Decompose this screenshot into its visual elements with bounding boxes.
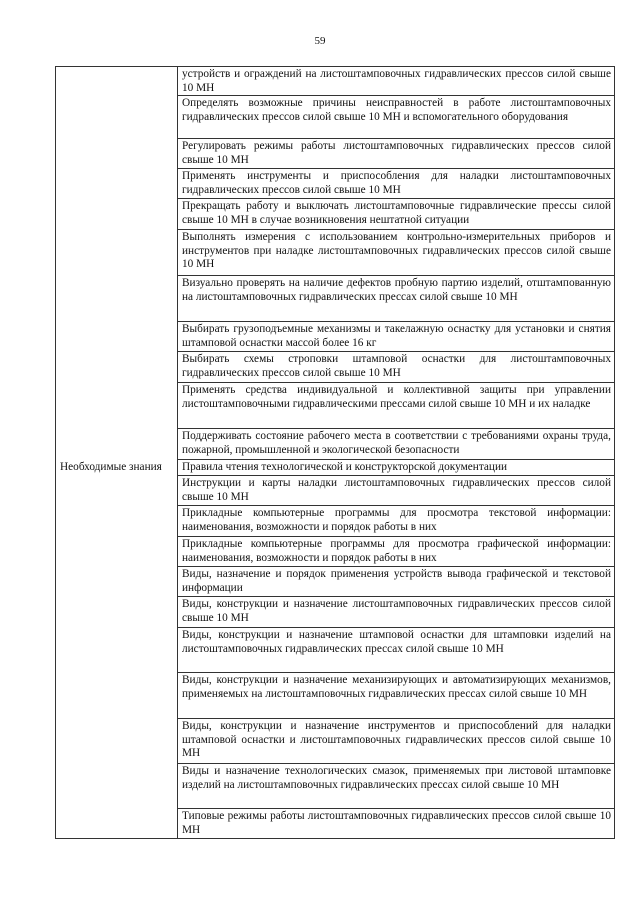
- table-row: Прикладные компьютерные программы для просмотра текстовой информации: наименования, возможности и порядок работы в них: [177, 506, 614, 537]
- table-row: Прекращать работу и выключать листоштамповочные гидравлические прессы силой свыше 10 МН в случае возникновения нештатной ситуации: [177, 199, 614, 230]
- table-row: Выбирать грузоподъемные механизмы и такелажную оснастку для установки и снятия штамповой оснастки массой более 16 кг: [177, 322, 614, 352]
- table-row: устройств и ограждений на листоштамповочных гидравлических прессов силой свыше 10 МН: [177, 67, 614, 96]
- table-row: Выполнять измерения с использованием контрольно-измерительных приборов и инструментов при наладке листоштамповочных гидравлических прессов силой свыше 10 МН: [177, 230, 614, 276]
- table-row: Прикладные компьютерные программы для просмотра графической информации: наименования, возможности и порядок работы в них: [177, 537, 614, 567]
- page-number: 59: [314, 35, 326, 47]
- table-row: Виды, конструкции и назначение штамповой оснастки для штамповки изделий на листоштамповочных гидравлических прессах силой свыше 10 МН: [177, 628, 614, 673]
- section-label-knowledge: Необходимые знания: [60, 461, 162, 473]
- table-row: Применять инструменты и приспособления для наладки листоштамповочных гидравлических прессов силой свыше 10 МН: [177, 169, 614, 199]
- table-row: Виды, конструкции и назначение инструментов и приспособлений для наладки штамповой оснастки и листоштамповочных гидравлических прессов силой свыше 10 МН: [177, 719, 614, 764]
- table-row: Применять средства индивидуальной и коллективной защиты при управлении листоштамповочными гидравлическими прессами силой свыше 10 МН и их наладке: [177, 383, 614, 429]
- table-row: Определять возможные причины неисправностей в работе листоштамповочных гидравлических прессов силой свыше 10 МН и вспомогательного оборудования: [177, 96, 614, 139]
- table-row: Виды, назначение и порядок применения устройств вывода графической и текстовой информации: [177, 567, 614, 597]
- skills-table: [55, 66, 615, 839]
- table-row: Инструкции и карты наладки листоштамповочных гидравлических прессов силой свыше 10 МН: [177, 476, 614, 506]
- table-row: Типовые режимы работы листоштамповочных гидравлических прессов силой свыше 10 МН: [182, 810, 611, 836]
- table-row: Поддерживать состояние рабочего места в соответствии с требованиями охраны труда, пожарной, промышленной и экологической безопасности: [177, 429, 614, 460]
- table-row: Регулировать режимы работы листоштамповочных гидравлических прессов силой свыше 10 МН: [177, 139, 614, 169]
- table-row: Выбирать схемы строповки штамповой оснастки для листоштамповочных гидравлических прессов силой свыше 10 МН: [177, 352, 614, 383]
- table-row: Виды, конструкции и назначение механизирующих и автоматизирующих механизмов, применяемых на листоштамповочных гидравлических прессах силой свыше 10 МН: [177, 673, 614, 719]
- table-row: Правила чтения технологической и конструкторской документации: [177, 460, 614, 476]
- table-row: Визуально проверять на наличие дефектов пробную партию изделий, отштампованную на листоштамповочных гидравлических прессах силой свыше 10 МН: [177, 276, 614, 322]
- table-row: Виды и назначение технологических смазок, применяемых при листовой штамповке изделий на листоштамповочных гидравлических прессах силой свыше 10 МН: [177, 764, 614, 809]
- table-row: Виды, конструкции и назначение листоштамповочных гидравлических прессов силой свыше 10 МН: [177, 597, 614, 628]
